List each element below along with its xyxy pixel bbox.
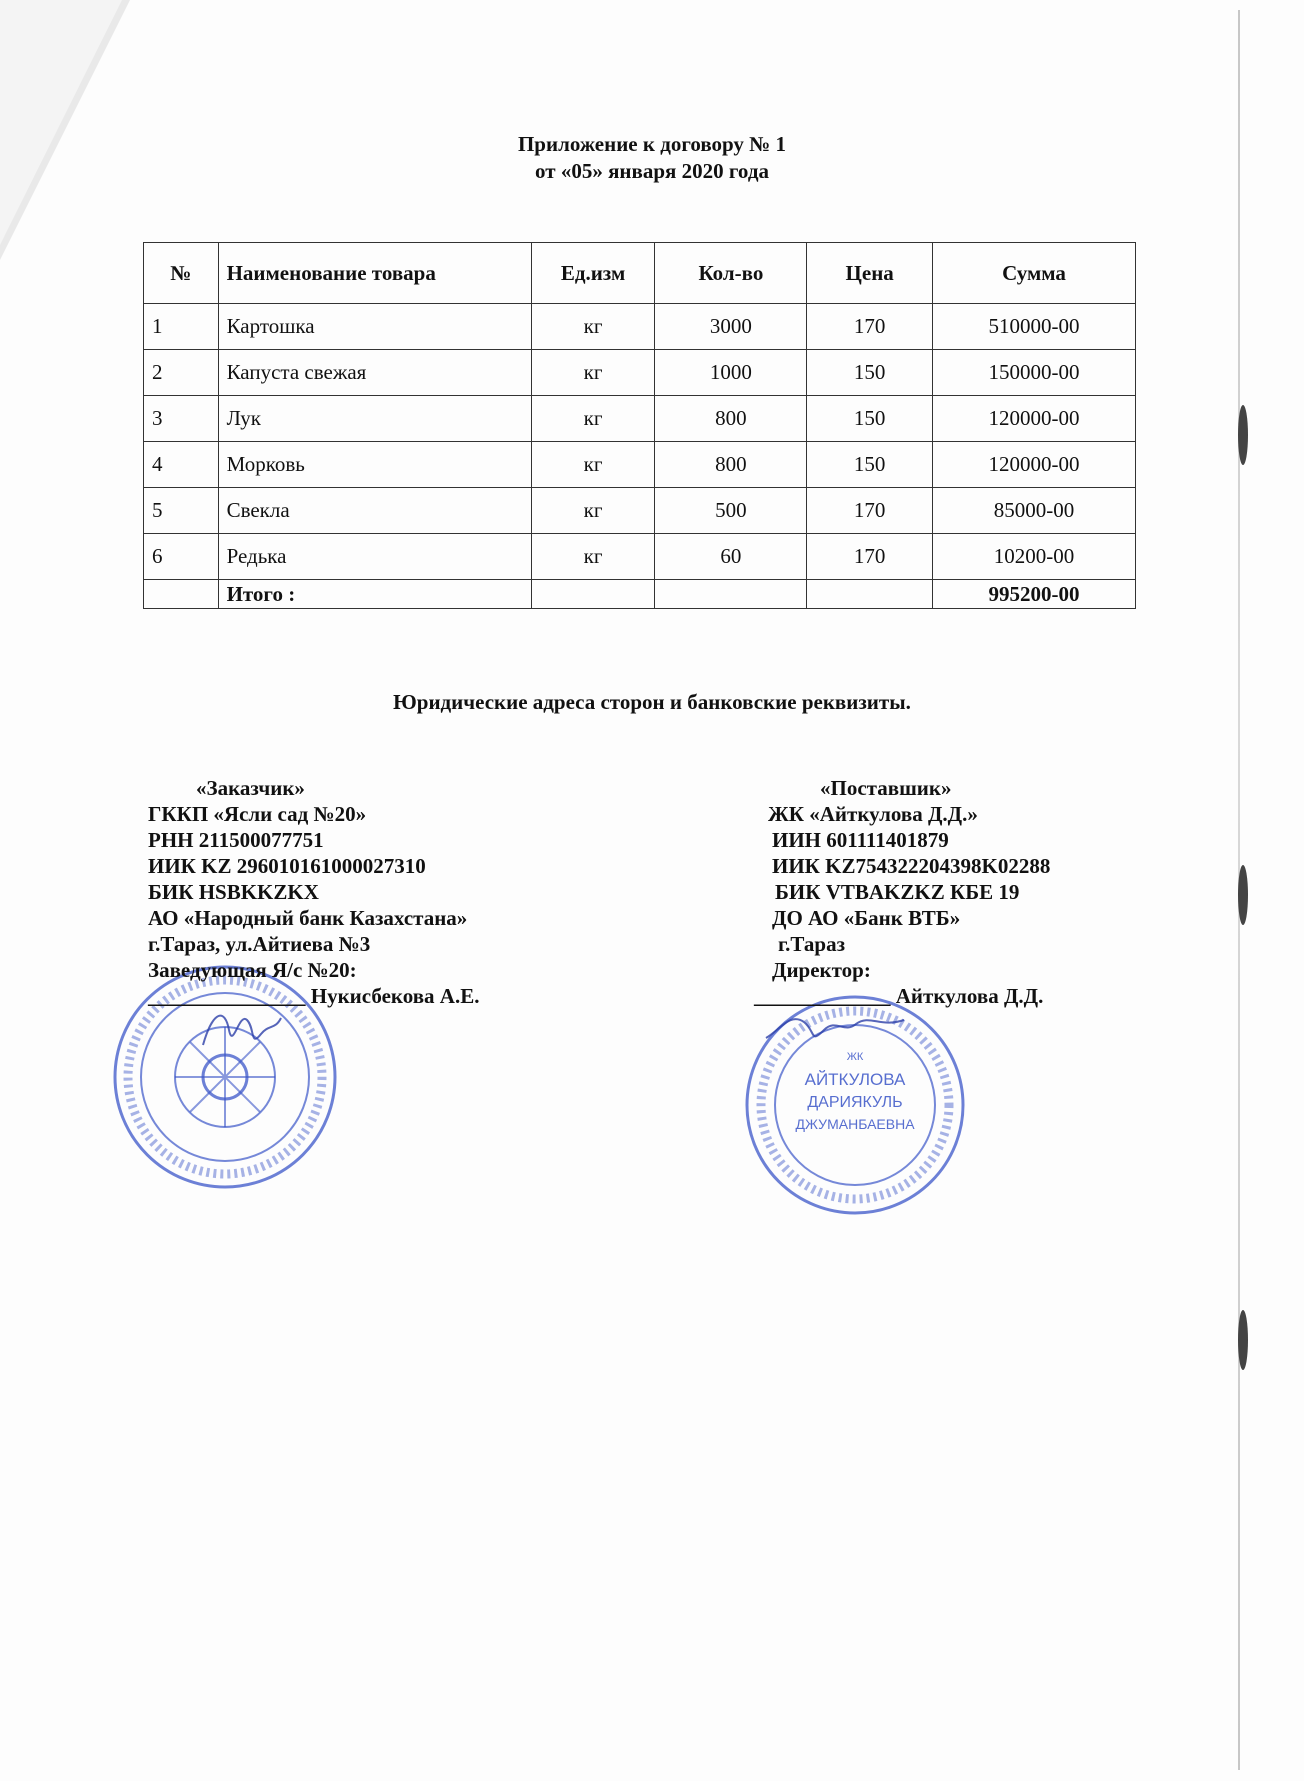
cell-sum: 120000-00 — [933, 396, 1136, 442]
customer-signature-line: _______________ Нукисбекова А.Е. — [148, 984, 480, 1008]
cell-quantity: 800 — [655, 396, 807, 442]
cell-price: 150 — [807, 350, 933, 396]
cell-empty — [144, 580, 219, 609]
supplier-role: «Поставшик» — [820, 776, 952, 800]
appendix-title: Приложение к договору № 1 — [517, 132, 787, 156]
cell-quantity: 3000 — [655, 304, 807, 350]
cell-sum: 510000-00 — [933, 304, 1136, 350]
supplier-block — [754, 775, 1051, 1009]
cell-price: 170 — [807, 534, 933, 580]
header-quantity: Кол-во — [655, 243, 807, 304]
supplier-stamp-line4: ДЖУМАНБАЕВНА — [795, 1116, 915, 1132]
total-label: Итого : — [218, 580, 531, 609]
scan-corner-fold — [0, 0, 130, 260]
customer-bank: АО «Народный банк Казахстана» — [148, 906, 468, 930]
cell-number: 4 — [144, 442, 219, 488]
requisites-title: Юридические адреса сторон и банковские реквизиты. — [393, 690, 911, 714]
cell-unit: кг — [531, 396, 655, 442]
cell-empty — [655, 580, 807, 609]
cell-quantity: 800 — [655, 442, 807, 488]
cell-name: Морковь — [218, 442, 531, 488]
cell-number: 2 — [144, 350, 219, 396]
cell-name: Лук — [218, 396, 531, 442]
table-row — [144, 396, 1136, 442]
cell-unit: кг — [531, 304, 655, 350]
cell-sum: 10200-00 — [933, 534, 1136, 580]
cell-price: 150 — [807, 442, 933, 488]
cell-quantity: 500 — [655, 488, 807, 534]
cell-quantity: 60 — [655, 534, 807, 580]
supplier-stamp-line3: ДАРИЯКУЛЬ — [807, 1094, 903, 1111]
customer-iik: ИИК KZ 296010161000027310 — [148, 854, 426, 878]
cell-price: 170 — [807, 488, 933, 534]
header-unit: Ед.изм — [531, 243, 655, 304]
supplier-signature-line: _____________ Айткулова Д.Д. — [754, 984, 1044, 1008]
table-header-row — [144, 243, 1136, 304]
customer-org: ГККП «Ясли сад №20» — [148, 802, 367, 826]
cell-empty — [807, 580, 933, 609]
customer-role: «Заказчик» — [196, 776, 305, 800]
cell-sum: 120000-00 — [933, 442, 1136, 488]
cell-unit: кг — [531, 350, 655, 396]
appendix-date: от «05» января 2020 года — [535, 159, 769, 183]
table-total-row — [144, 580, 1136, 609]
cell-name: Свекла — [218, 488, 531, 534]
cell-number: 6 — [144, 534, 219, 580]
supplier-bik: БИК VTBAKZKZ КБЕ 19 — [775, 880, 1020, 904]
customer-rnn: РНН 211500077751 — [148, 828, 324, 852]
supplier-position: Директор: — [772, 958, 871, 982]
cell-name: Редька — [218, 534, 531, 580]
cell-unit: кг — [531, 442, 655, 488]
binder-hole-mark — [1236, 1305, 1250, 1375]
supplier-bank: ДО АО «Банк ВТБ» — [772, 906, 961, 930]
table-row — [144, 350, 1136, 396]
table-row — [144, 488, 1136, 534]
supplier-iin: ИИН 601111401879 — [772, 828, 949, 852]
binder-hole-mark — [1236, 400, 1250, 470]
cell-quantity: 1000 — [655, 350, 807, 396]
supplier-iik: ИИК KZ754322204398K02288 — [772, 854, 1051, 878]
table-row — [144, 534, 1136, 580]
header-price: Цена — [807, 243, 933, 304]
cell-empty — [531, 580, 655, 609]
cell-number: 5 — [144, 488, 219, 534]
customer-address: г.Тараз, ул.Айтиева №3 — [148, 932, 371, 956]
supplier-stamp-line2: АЙТКУЛОВА — [804, 1070, 906, 1089]
header-name: Наименование товара — [218, 243, 531, 304]
cell-price: 170 — [807, 304, 933, 350]
header-sum: Сумма — [933, 243, 1136, 304]
customer-block — [148, 775, 479, 1009]
cell-name: Картошка — [218, 304, 531, 350]
binder-hole-mark — [1236, 860, 1250, 930]
header-number: № — [144, 243, 219, 304]
cell-number: 1 — [144, 304, 219, 350]
cell-unit: кг — [531, 488, 655, 534]
customer-signature — [195, 1000, 285, 1060]
cell-sum: 85000-00 — [933, 488, 1136, 534]
cell-sum: 150000-00 — [933, 350, 1136, 396]
customer-bik: БИК HSBKKZKX — [148, 880, 319, 904]
cell-name: Капуста свежая — [218, 350, 531, 396]
cell-number: 3 — [144, 396, 219, 442]
table-row — [144, 304, 1136, 350]
table-row — [144, 442, 1136, 488]
supplier-org: ЖК «Айткулова Д.Д.» — [768, 802, 978, 826]
total-sum: 995200-00 — [933, 580, 1136, 609]
cell-unit: кг — [531, 534, 655, 580]
supplier-signature — [760, 1000, 910, 1050]
goods-table — [143, 242, 1136, 609]
customer-position: Заведующая Я/с №20: — [148, 958, 357, 982]
supplier-stamp-line1: ЖК — [846, 1051, 864, 1063]
supplier-address: г.Тараз — [778, 932, 846, 956]
cell-price: 150 — [807, 396, 933, 442]
